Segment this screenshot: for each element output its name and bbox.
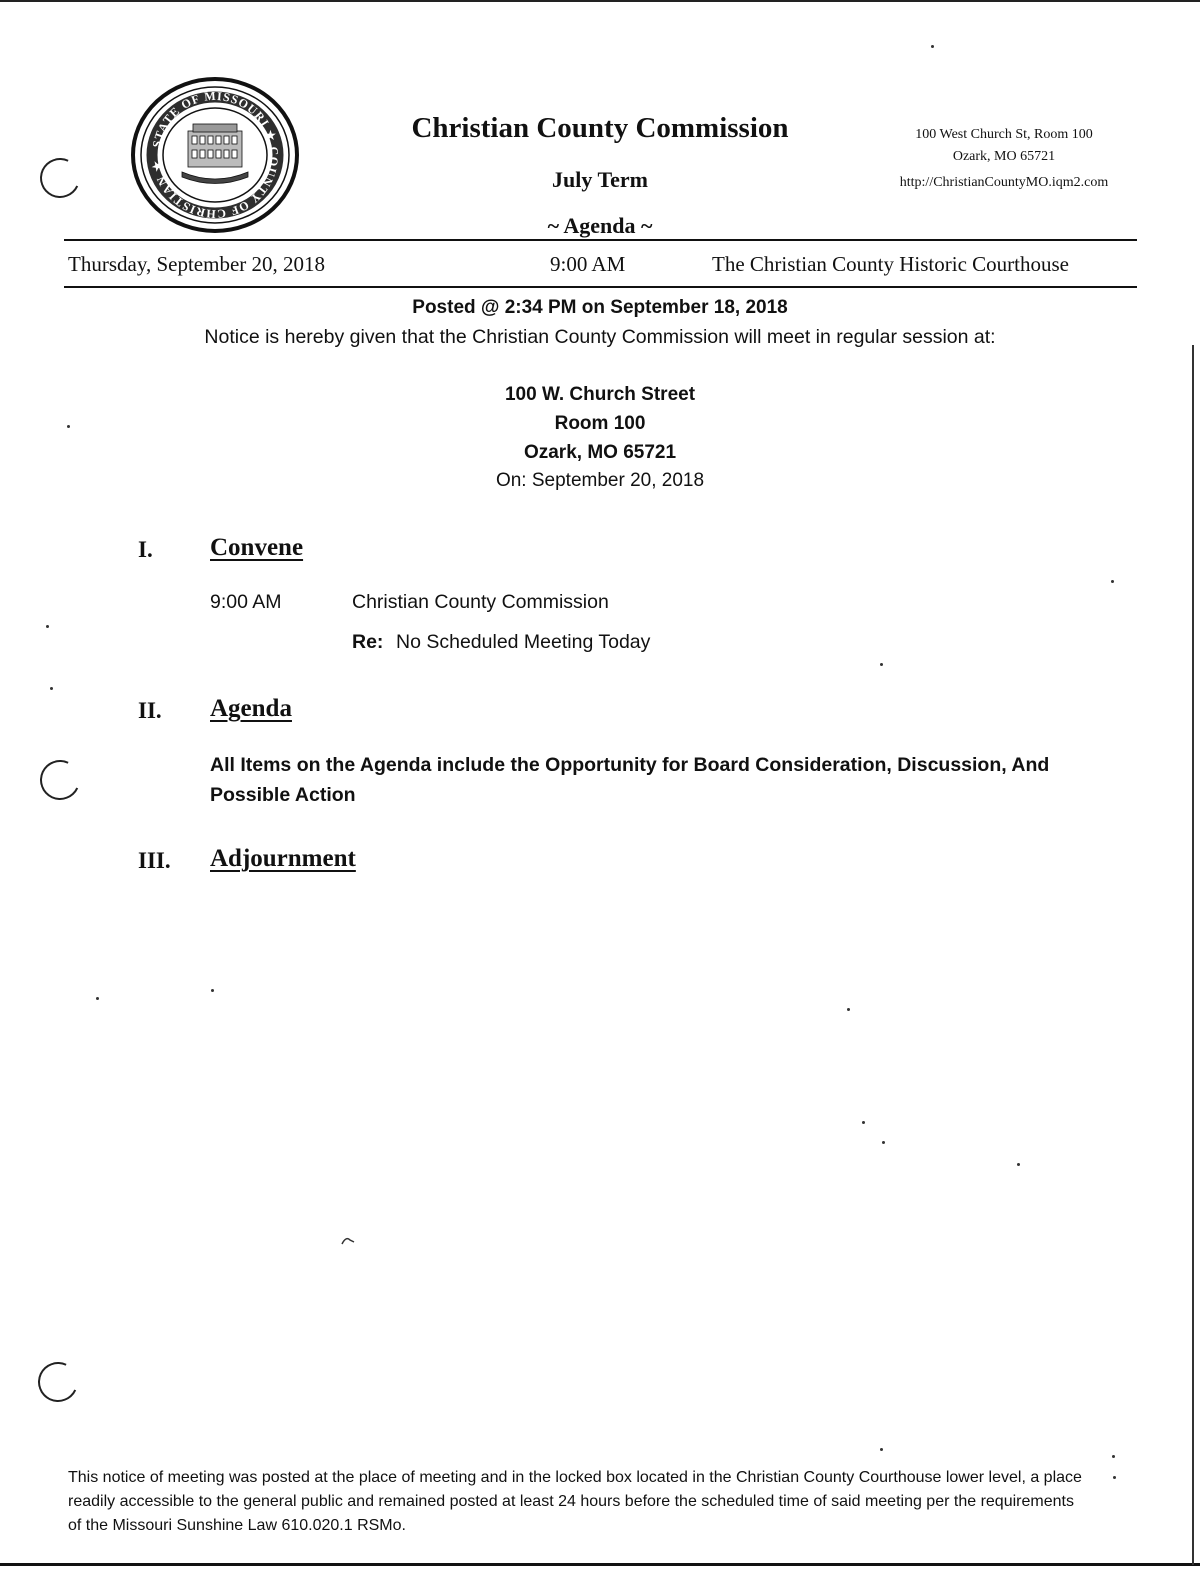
address-line-1: 100 West Church St, Room 100 [915, 127, 1093, 142]
address-line-2: Ozark, MO 65721 [952, 149, 1056, 164]
punch-hole-icon [34, 152, 85, 203]
scan-speck [96, 997, 99, 1000]
section-number: I. [138, 537, 153, 562]
section-number: II. [138, 698, 162, 723]
meeting-time: 9:00 AM [550, 252, 626, 276]
section-heading-adjournment: Adjournment [210, 845, 356, 872]
scan-speck [1113, 1476, 1116, 1479]
posted-timestamp: Posted @ 2:34 PM on September 18, 2018 [412, 297, 788, 318]
location-street: 100 W. Church Street [504, 384, 696, 405]
meeting-date: Thursday, September 20, 2018 [68, 252, 326, 276]
convene-body: Christian County Commission [352, 591, 609, 613]
location-date: On: September 20, 2018 [495, 470, 705, 491]
punch-hole-icon [34, 754, 85, 805]
page-title: Christian County Commission [411, 112, 789, 144]
scan-bottom-border [0, 1563, 1200, 1566]
term-label: July Term [552, 167, 648, 192]
agenda-subtitle: ~ Agenda ~ [547, 213, 653, 238]
convene-time: 9:00 AM [210, 591, 282, 613]
section-heading-convene: Convene [210, 534, 304, 561]
punch-hole-icon [32, 1356, 83, 1407]
agenda-description: All Items on the Agenda include the Opportunity for Board Consideration, Discussion, And Possible Action [210, 754, 1050, 806]
scan-speck [50, 687, 53, 690]
section-number: III. [138, 848, 171, 873]
section-heading-agenda: Agenda [210, 695, 292, 722]
meeting-place: The Christian County Historic Courthouse [712, 252, 1069, 276]
footer-notice: This notice of meeting was posted at the place of meeting and in the locked box located in the Christian County Courthouse lower level, a place readily accessible to the general public and remained posted at least 24 hours before the scheduled time of said meeting per the requirements of the Missouri Sunshine Law 610.020.1 RSMo. [68, 1469, 1082, 1534]
scan-speck [931, 45, 934, 48]
scan-speck [847, 1008, 850, 1011]
header-rule-top [64, 239, 1137, 241]
scan-speck [211, 989, 214, 992]
location-room: Room 100 [554, 413, 646, 434]
svg-text:STATE OF MISSOURI ★ COUNTY OF: STATE OF MISSOURI ★ COUNTY OF CHRISTIAN ★ [149, 88, 282, 222]
scan-speck [1111, 580, 1114, 583]
scan-speck [882, 1141, 885, 1144]
re-text: No Scheduled Meeting Today [396, 631, 651, 653]
website-link[interactable]: http://ChristianCountyMO.iqm2.com [899, 175, 1109, 190]
scan-speck [46, 625, 49, 628]
scan-speck [880, 1448, 883, 1451]
header-rule-bottom [64, 286, 1137, 288]
scan-speck [862, 1121, 865, 1124]
re-label: Re: [352, 631, 384, 653]
scan-speck [1112, 1455, 1115, 1458]
scan-right-border [1192, 345, 1194, 1565]
notice-text: Notice is hereby given that the Christian County Commission will meet in regular session at: [204, 326, 996, 348]
scan-speck [880, 663, 883, 666]
scan-mark [340, 1234, 360, 1246]
scan-top-border [0, 0, 1200, 2]
county-seal-icon [130, 76, 300, 234]
scan-speck [1017, 1163, 1020, 1166]
location-city: Ozark, MO 65721 [523, 442, 677, 463]
